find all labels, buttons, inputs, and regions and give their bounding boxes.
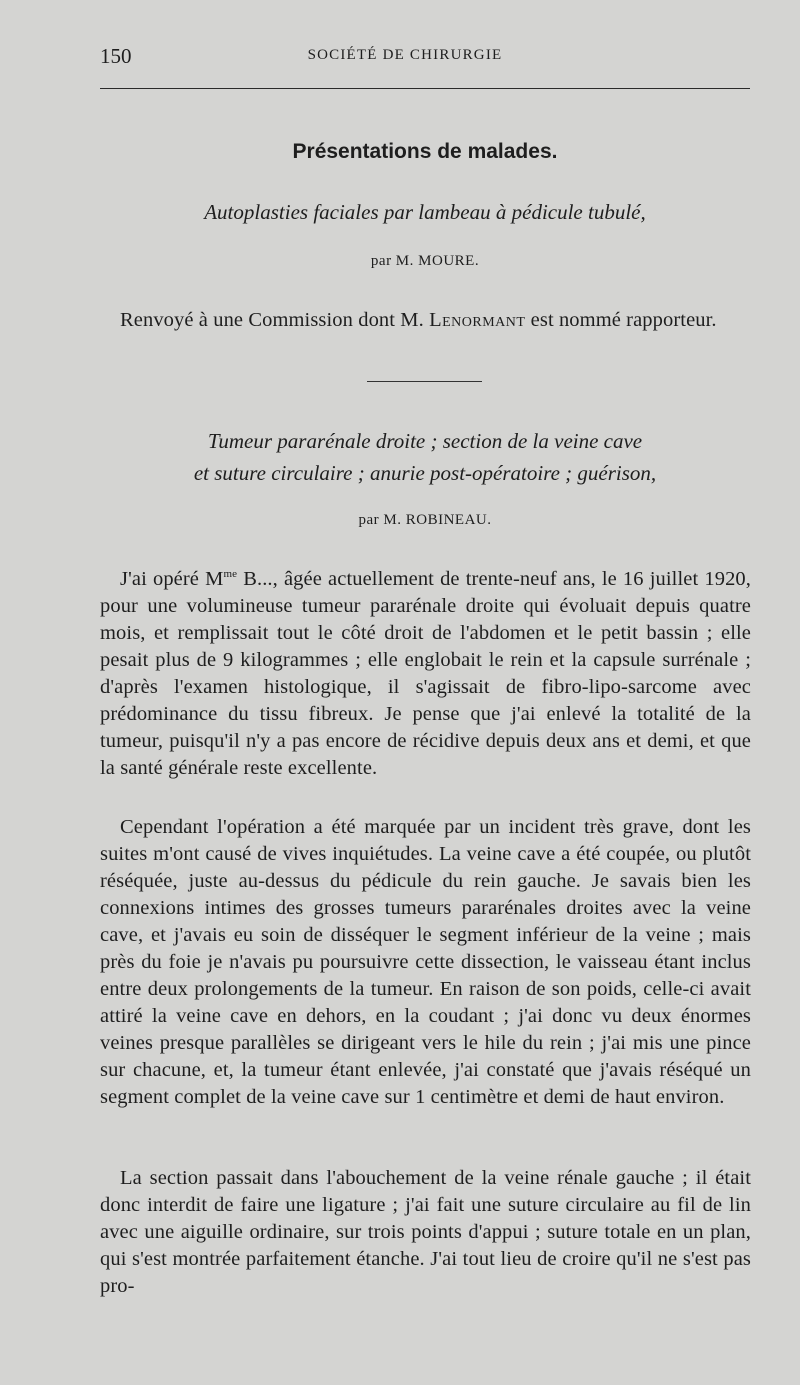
paragraph-2: Cependant l'opération a été marquée par un incident très grave, dont les suites m'ont causé de vives inquiétudes. La veine cave a été coupée, ou plutôt réséquée, juste au-dessus du pédicule du rein gauche. Je savais bien les connexions intimes des grosses tumeurs pararénales droites avec la veine cave, et j'avais eu soin de disséquer le segment inférieur de la veine ; mais près du foie je n'avais pu poursuivre cette dissection, le vaisseau étant inclus entre deux prolongements de la tumeur. En raison de son poids, celle-ci avait attiré la veine cave en dehors, en la coudant ; j'ai donc vu deux énormes veines presque parallèles se dirigeant vers le hile du rein ; j'ai mis une pince sur chacune, et, la tumeur étant enlevée, j'ai constaté que j'avais réséqué un segment complet de la veine cave sur 1 centimètre et demi de haut environ. [100, 816, 751, 1108]
paragraph-3: La section passait dans l'abouchement de la veine rénale gauche ; il était donc interdit de faire une ligature ; j'ai fait une suture circulaire au fil de lin avec une aiguille ordinaire, sur trois points d'appui ; suture totale en un plan, qui s'est montrée parfaitement étanche. J'ai tout lieu de croire qu'il ne s'est pas pro- [100, 1167, 751, 1297]
p1-pre: J'ai opéré M [120, 568, 224, 590]
paragraph-1 [100, 566, 751, 782]
note-text-post: est nommé rapporteur. [525, 309, 717, 331]
article1-title: Autoplasties faciales par lambeau à pédicule tubulé, [204, 200, 646, 224]
article1-note [100, 306, 751, 335]
header-rule [100, 88, 750, 89]
running-title: SOCIÉTÉ DE CHIRURGIE [307, 47, 503, 63]
rapporteur-name: Lenormant [429, 309, 526, 331]
p1-post: B..., âgée actuellement de trente-neuf ans, le 16 juillet 1920, pour une volumineuse tumeur pararénale droite qui évoluait depuis quatre mois, et remplissait tout le côté droit de l'abdomen et le petit bassin ; elle pesait plus de 9 kilogrammes ; elle englobait le rein et la capsule surrénale ; d'après l'examen histologique, il s'agissait de fibro-lipo-sarcome avec prédominance du tissu fibreux. Je pense que j'ai enlevé la totalité de la tumeur, puisqu'il n'y a pas encore de récidive depuis deux ans et demi, et que la santé générale reste excellente. [100, 568, 752, 779]
article2-title-line2: et suture circulaire ; anurie post-opératoire ; guérison, [193, 461, 657, 485]
note-text-pre: Renvoyé à une Commission dont M. [120, 309, 430, 331]
article2-byline: par M. ROBINEAU. [358, 512, 492, 528]
separator-rule [367, 381, 482, 382]
running-head [100, 44, 750, 74]
section-heading: Présentations de malades. [292, 140, 558, 163]
article2-title-line1: Tumeur pararénale droite ; section de la veine cave [207, 429, 643, 453]
page-number: 150 [100, 44, 132, 68]
article1-byline: par M. MOURE. [370, 253, 480, 269]
p1-superscript: me [223, 568, 238, 581]
